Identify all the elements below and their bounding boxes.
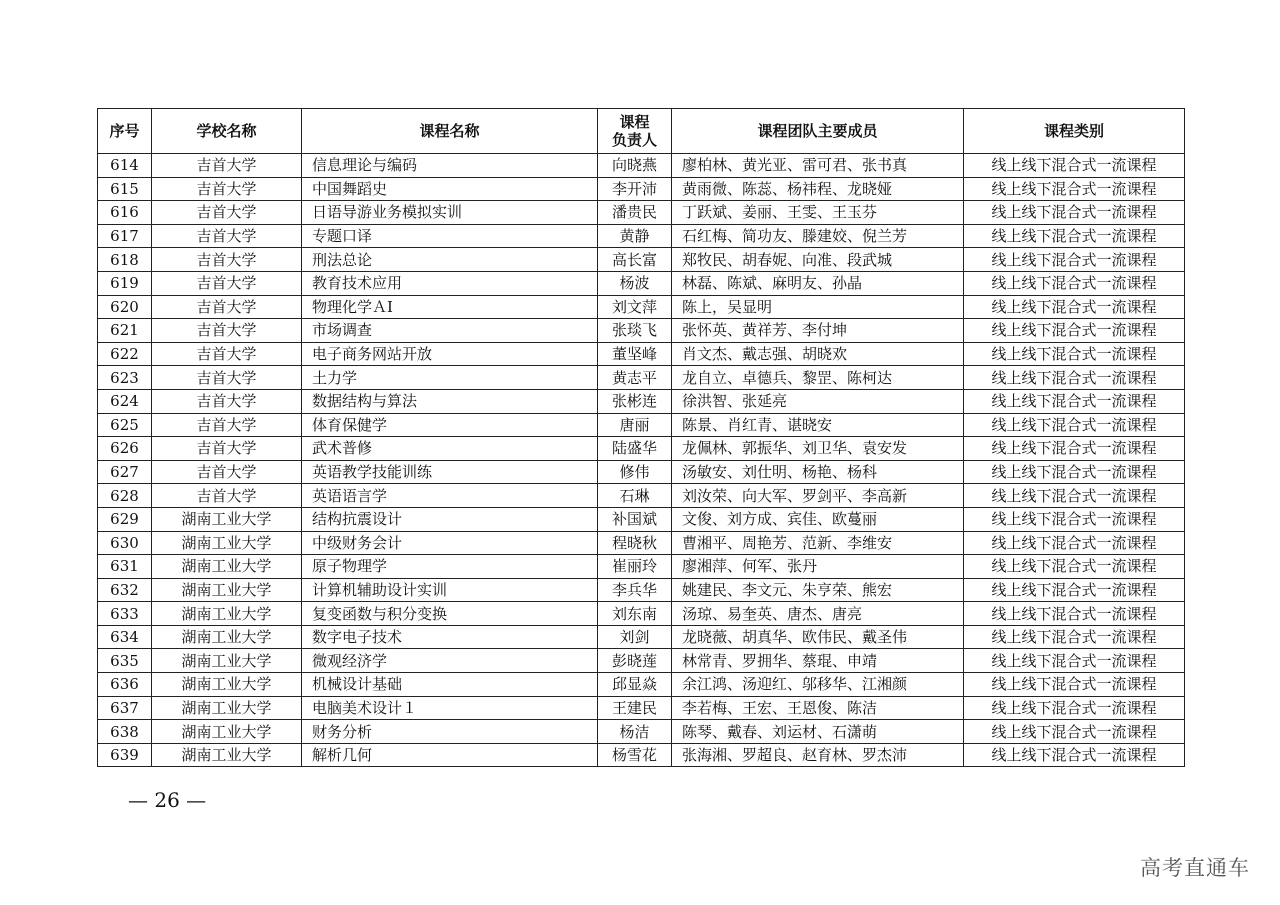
cell-index: 639 [98,743,152,767]
cell-lead: 张琰飞 [598,319,672,343]
cell-team: 丁跃斌、姜丽、王雯、王玉芬 [672,201,964,225]
cell-index: 635 [98,649,152,673]
cell-team: 龙自立、卓德兵、黎罡、陈柯达 [672,366,964,390]
cell-category: 线上线下混合式一流课程 [964,271,1185,295]
cell-team: 张海湘、罗超良、赵育林、罗杰沛 [672,743,964,767]
cell-index: 623 [98,366,152,390]
table-row [98,295,1185,319]
cell-index: 618 [98,248,152,272]
cell-school: 吉首大学 [152,389,302,413]
cell-lead: 董坚峰 [598,342,672,366]
cell-lead: 崔丽玲 [598,555,672,579]
cell-index: 614 [98,154,152,178]
table-row [98,743,1185,767]
table-row [98,319,1185,343]
cell-course: 武术普修 [302,437,598,461]
table-row [98,342,1185,366]
cell-lead: 刘剑 [598,625,672,649]
table-header-row [98,109,1185,154]
cell-team: 黄雨微、陈蕊、杨祎程、龙晓娅 [672,177,964,201]
cell-school: 吉首大学 [152,271,302,295]
cell-school: 吉首大学 [152,224,302,248]
cell-course: 结构抗震设计 [302,507,598,531]
cell-course: 市场调查 [302,319,598,343]
cell-lead: 李兵华 [598,578,672,602]
cell-school: 吉首大学 [152,460,302,484]
cell-index: 627 [98,460,152,484]
cell-course: 微观经济学 [302,649,598,673]
cell-team: 郑牧民、胡春妮、向准、段武城 [672,248,964,272]
cell-course: 原子物理学 [302,555,598,579]
cell-index: 629 [98,507,152,531]
cell-lead: 李开沛 [598,177,672,201]
cell-team: 余江鸿、汤迎红、邬移华、江湘颜 [672,673,964,697]
cell-index: 626 [98,437,152,461]
cell-category: 线上线下混合式一流课程 [964,696,1185,720]
cell-school: 湖南工业大学 [152,531,302,555]
cell-team: 陈景、肖红青、谌晓安 [672,413,964,437]
cell-lead: 石琳 [598,484,672,508]
table-row [98,389,1185,413]
cell-category: 线上线下混合式一流课程 [964,413,1185,437]
cell-index: 638 [98,720,152,744]
cell-index: 622 [98,342,152,366]
cell-category: 线上线下混合式一流课程 [964,484,1185,508]
cell-school: 湖南工业大学 [152,578,302,602]
page-number: — 26 — [128,788,207,812]
cell-category: 线上线下混合式一流课程 [964,602,1185,626]
cell-index: 637 [98,696,152,720]
cell-index: 630 [98,531,152,555]
cell-lead: 王建民 [598,696,672,720]
table-row [98,224,1185,248]
table-row [98,271,1185,295]
cell-category: 线上线下混合式一流课程 [964,154,1185,178]
cell-course: 数据结构与算法 [302,389,598,413]
table-row [98,248,1185,272]
cell-category: 线上线下混合式一流课程 [964,625,1185,649]
cell-category: 线上线下混合式一流课程 [964,437,1185,461]
cell-team: 陈琴、戴春、刘运材、石潇萌 [672,720,964,744]
cell-team: 廖湘萍、何军、张丹 [672,555,964,579]
table-row [98,366,1185,390]
cell-index: 619 [98,271,152,295]
header-lead: 课程 负责人 [598,109,672,154]
header-index: 序号 [98,109,152,154]
cell-team: 曹湘平、周艳芳、范新、李维安 [672,531,964,555]
cell-course: 专题口译 [302,224,598,248]
cell-school: 吉首大学 [152,366,302,390]
cell-course: 财务分析 [302,720,598,744]
table-row [98,531,1185,555]
cell-category: 线上线下混合式一流课程 [964,224,1185,248]
header-course: 课程名称 [302,109,598,154]
table-row [98,625,1185,649]
cell-team: 陈上，吴显明 [672,295,964,319]
cell-lead: 杨波 [598,271,672,295]
cell-team: 廖柏林、黄光亚、雷可君、张书真 [672,154,964,178]
cell-team: 姚建民、李文元、朱亨荣、熊宏 [672,578,964,602]
cell-school: 湖南工业大学 [152,649,302,673]
cell-team: 肖文杰、戴志强、胡晓欢 [672,342,964,366]
cell-team: 李若梅、王宏、王恩俊、陈洁 [672,696,964,720]
cell-course: 数字电子技术 [302,625,598,649]
cell-category: 线上线下混合式一流课程 [964,460,1185,484]
cell-school: 吉首大学 [152,437,302,461]
cell-team: 汤敏安、刘仕明、杨艳、杨科 [672,460,964,484]
cell-course: 土力学 [302,366,598,390]
cell-team: 林常青、罗拥华、蔡琨、申靖 [672,649,964,673]
cell-team: 文俊、刘方成、宾佳、欧蔓丽 [672,507,964,531]
table-row [98,578,1185,602]
table-row [98,460,1185,484]
cell-category: 线上线下混合式一流课程 [964,578,1185,602]
cell-team: 汤琼、易奎英、唐杰、唐亮 [672,602,964,626]
table-row [98,201,1185,225]
cell-course: 体育保健学 [302,413,598,437]
cell-school: 吉首大学 [152,484,302,508]
cell-school: 湖南工业大学 [152,696,302,720]
cell-team: 林磊、陈斌、麻明友、孙晶 [672,271,964,295]
cell-lead: 向晓燕 [598,154,672,178]
cell-category: 线上线下混合式一流课程 [964,319,1185,343]
cell-index: 620 [98,295,152,319]
cell-school: 湖南工业大学 [152,602,302,626]
course-table [97,108,1185,767]
cell-course: 电子商务网站开放 [302,342,598,366]
cell-index: 628 [98,484,152,508]
cell-school: 湖南工业大学 [152,720,302,744]
cell-school: 吉首大学 [152,342,302,366]
watermark: 高考直通车 [1140,856,1250,880]
header-school: 学校名称 [152,109,302,154]
cell-category: 线上线下混合式一流课程 [964,389,1185,413]
cell-course: 信息理论与编码 [302,154,598,178]
cell-school: 吉首大学 [152,177,302,201]
cell-school: 湖南工业大学 [152,673,302,697]
cell-school: 吉首大学 [152,201,302,225]
cell-category: 线上线下混合式一流课程 [964,201,1185,225]
cell-school: 吉首大学 [152,319,302,343]
cell-index: 616 [98,201,152,225]
cell-index: 625 [98,413,152,437]
table-row [98,696,1185,720]
cell-school: 湖南工业大学 [152,743,302,767]
table-row [98,673,1185,697]
cell-lead: 黄志平 [598,366,672,390]
cell-team: 石红梅、简功友、滕建姣、倪兰芳 [672,224,964,248]
cell-lead: 刘文萍 [598,295,672,319]
cell-category: 线上线下混合式一流课程 [964,248,1185,272]
cell-course: 机械设计基础 [302,673,598,697]
cell-course: 日语导游业务模拟实训 [302,201,598,225]
cell-category: 线上线下混合式一流课程 [964,177,1185,201]
cell-team: 张怀英、黄祥芳、李付坤 [672,319,964,343]
cell-team: 徐洪智、张延亮 [672,389,964,413]
cell-category: 线上线下混合式一流课程 [964,720,1185,744]
cell-lead: 高长富 [598,248,672,272]
cell-category: 线上线下混合式一流课程 [964,743,1185,767]
cell-school: 吉首大学 [152,413,302,437]
cell-category: 线上线下混合式一流课程 [964,555,1185,579]
cell-course: 刑法总论 [302,248,598,272]
cell-index: 624 [98,389,152,413]
table-row [98,177,1185,201]
cell-lead: 补国斌 [598,507,672,531]
cell-index: 636 [98,673,152,697]
cell-category: 线上线下混合式一流课程 [964,649,1185,673]
table-body [98,154,1185,767]
cell-course: 教育技术应用 [302,271,598,295]
cell-category: 线上线下混合式一流课程 [964,366,1185,390]
cell-lead: 刘东南 [598,602,672,626]
table-row [98,413,1185,437]
table-row [98,507,1185,531]
cell-course: 计算机辅助设计实训 [302,578,598,602]
cell-category: 线上线下混合式一流课程 [964,342,1185,366]
table-row [98,649,1185,673]
cell-lead: 邱显焱 [598,673,672,697]
cell-team: 龙晓薇、胡真华、欧伟民、戴圣伟 [672,625,964,649]
cell-school: 吉首大学 [152,295,302,319]
cell-team: 刘汝荣、向大军、罗剑平、李高新 [672,484,964,508]
cell-category: 线上线下混合式一流课程 [964,507,1185,531]
cell-category: 线上线下混合式一流课程 [964,295,1185,319]
cell-school: 吉首大学 [152,154,302,178]
cell-school: 湖南工业大学 [152,555,302,579]
cell-course: 英语语言学 [302,484,598,508]
cell-lead: 程晓秋 [598,531,672,555]
cell-category: 线上线下混合式一流课程 [964,531,1185,555]
cell-index: 615 [98,177,152,201]
cell-lead: 杨洁 [598,720,672,744]
cell-lead: 黄静 [598,224,672,248]
table-row [98,484,1185,508]
cell-school: 湖南工业大学 [152,625,302,649]
cell-course: 中国舞蹈史 [302,177,598,201]
cell-school: 湖南工业大学 [152,507,302,531]
table-row [98,602,1185,626]
table-row [98,154,1185,178]
cell-course: 中级财务会计 [302,531,598,555]
cell-index: 621 [98,319,152,343]
cell-lead: 彭晓莲 [598,649,672,673]
header-category: 课程类别 [964,109,1185,154]
cell-course: 复变函数与积分变换 [302,602,598,626]
cell-lead: 唐丽 [598,413,672,437]
cell-course: 物理化学ＡⅠ [302,295,598,319]
cell-index: 633 [98,602,152,626]
table-row [98,437,1185,461]
cell-school: 吉首大学 [152,248,302,272]
header-team: 课程团队主要成员 [672,109,964,154]
cell-index: 631 [98,555,152,579]
cell-team: 龙佩林、郭振华、刘卫华、袁安发 [672,437,964,461]
cell-lead: 修伟 [598,460,672,484]
cell-course: 英语教学技能训练 [302,460,598,484]
cell-index: 634 [98,625,152,649]
cell-lead: 张彬连 [598,389,672,413]
cell-category: 线上线下混合式一流课程 [964,673,1185,697]
table-row [98,720,1185,744]
cell-index: 632 [98,578,152,602]
cell-course: 解析几何 [302,743,598,767]
table-row [98,555,1185,579]
cell-index: 617 [98,224,152,248]
cell-course: 电脑美术设计１ [302,696,598,720]
cell-lead: 潘贵民 [598,201,672,225]
cell-lead: 陆盛华 [598,437,672,461]
cell-lead: 杨雪花 [598,743,672,767]
